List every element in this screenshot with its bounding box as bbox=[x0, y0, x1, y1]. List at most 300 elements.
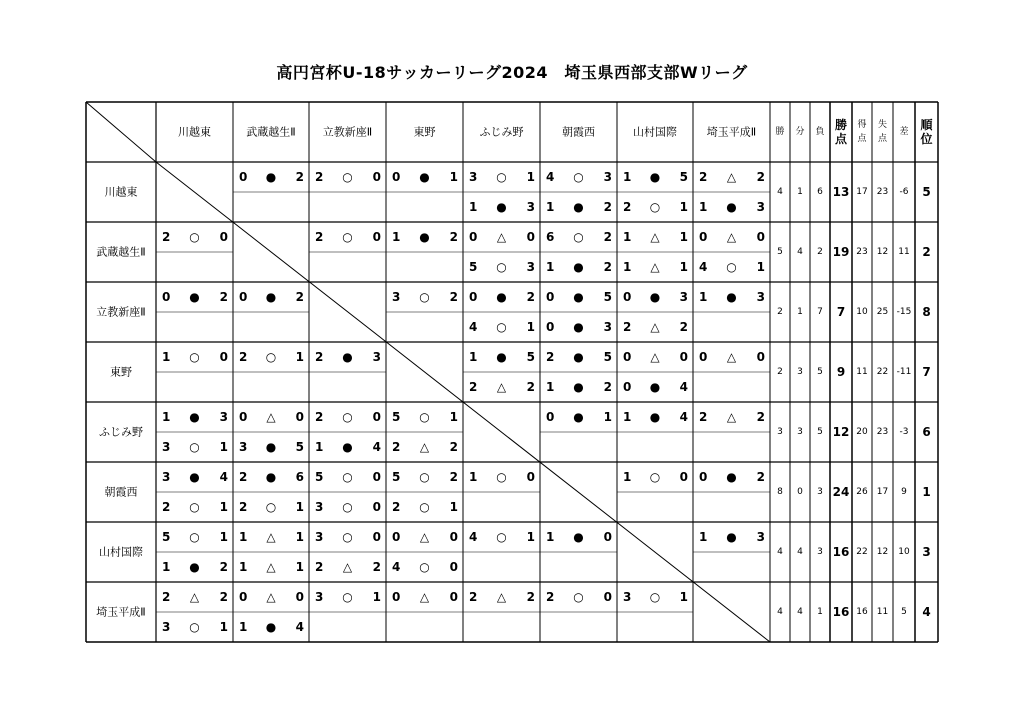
score-away: 1 bbox=[526, 320, 535, 334]
score-away: 2 bbox=[449, 290, 458, 304]
standing-value: 5 bbox=[817, 367, 823, 377]
standing-value: 3 bbox=[797, 367, 803, 377]
score-home: 2 bbox=[315, 170, 324, 184]
result-symbol: △ bbox=[650, 350, 660, 364]
score-away: 2 bbox=[603, 200, 612, 214]
score-away: 1 bbox=[449, 170, 458, 184]
score-home: 1 bbox=[162, 560, 171, 574]
result-symbol: △ bbox=[496, 590, 507, 604]
score-home: 1 bbox=[546, 530, 555, 544]
score-away: 1 bbox=[526, 170, 535, 184]
score-home: 0 bbox=[699, 230, 708, 244]
standing-rank: 4 bbox=[922, 605, 931, 619]
score-home: 5 bbox=[162, 530, 171, 544]
result-symbol: ○ bbox=[649, 590, 661, 604]
result-symbol: ○ bbox=[342, 410, 353, 424]
row-header-team: 埼玉平成Ⅱ bbox=[96, 605, 146, 619]
result-symbol: ● bbox=[189, 560, 200, 574]
score-home: 0 bbox=[239, 170, 248, 184]
score-away: 1 bbox=[295, 500, 304, 514]
score-away: 0 bbox=[295, 590, 304, 604]
score-away: 1 bbox=[679, 200, 688, 214]
score-home: 4 bbox=[392, 560, 401, 574]
score-away: 2 bbox=[449, 470, 458, 484]
stat-header: 失 bbox=[877, 120, 888, 130]
result-symbol: ○ bbox=[496, 260, 507, 274]
standing-value: 1 bbox=[797, 187, 803, 197]
standing-value: 1 bbox=[817, 607, 823, 617]
standing-goals-for: 22 bbox=[856, 547, 868, 557]
row-header-team: 朝霞西 bbox=[104, 485, 138, 499]
result-symbol: △ bbox=[726, 410, 737, 424]
score-home: 1 bbox=[699, 290, 708, 304]
score-away: 0 bbox=[603, 590, 612, 604]
score-away: 0 bbox=[372, 530, 381, 544]
score-away: 3 bbox=[603, 320, 612, 334]
result-symbol: ○ bbox=[189, 500, 200, 514]
result-symbol: ○ bbox=[189, 530, 200, 544]
score-away: 1 bbox=[603, 410, 612, 424]
result-symbol: ● bbox=[342, 350, 353, 364]
standing-rank: 7 bbox=[922, 365, 931, 379]
score-away: 3 bbox=[372, 350, 381, 364]
standing-value: 3 bbox=[817, 487, 823, 497]
stat-header: 得 bbox=[857, 120, 867, 130]
result-symbol: ○ bbox=[419, 470, 430, 484]
standing-goals-against: 23 bbox=[876, 187, 889, 197]
score-home: 0 bbox=[392, 170, 401, 184]
score-home: 1 bbox=[699, 200, 708, 214]
score-away: 5 bbox=[603, 350, 612, 364]
standing-points: 13 bbox=[832, 185, 850, 199]
result-symbol: △ bbox=[726, 230, 737, 244]
score-home: 4 bbox=[469, 320, 478, 334]
result-symbol: ● bbox=[265, 290, 277, 304]
result-symbol: ○ bbox=[189, 440, 200, 454]
score-home: 0 bbox=[546, 320, 555, 334]
standing-points: 12 bbox=[832, 425, 850, 439]
score-home: 1 bbox=[239, 560, 248, 574]
standing-rank: 8 bbox=[922, 305, 931, 319]
stat-header: 負 bbox=[815, 127, 825, 137]
score-away: 0 bbox=[526, 230, 535, 244]
score-away: 0 bbox=[372, 470, 381, 484]
result-symbol: △ bbox=[496, 230, 507, 244]
score-away: 1 bbox=[449, 500, 458, 514]
score-home: 4 bbox=[546, 170, 555, 184]
score-home: 3 bbox=[162, 470, 171, 484]
score-home: 4 bbox=[469, 530, 478, 544]
standing-goals-against: 22 bbox=[876, 367, 889, 377]
result-symbol: ● bbox=[265, 620, 277, 634]
result-symbol: ○ bbox=[573, 590, 584, 604]
score-away: 3 bbox=[756, 530, 765, 544]
column-header-team: ふじみ野 bbox=[479, 125, 524, 139]
result-symbol: ○ bbox=[649, 200, 661, 214]
stat-header: 点 bbox=[877, 134, 888, 144]
result-symbol: △ bbox=[496, 380, 507, 394]
result-symbol: ○ bbox=[573, 170, 584, 184]
score-away: 1 bbox=[219, 530, 228, 544]
score-away: 3 bbox=[679, 290, 688, 304]
result-symbol: ● bbox=[265, 170, 277, 184]
score-home: 0 bbox=[623, 350, 632, 364]
result-symbol: ○ bbox=[496, 470, 507, 484]
result-symbol: ○ bbox=[496, 170, 507, 184]
result-symbol: ○ bbox=[189, 230, 200, 244]
stat-header: 順 bbox=[920, 118, 933, 132]
standing-value: 4 bbox=[797, 607, 803, 617]
score-away: 2 bbox=[449, 230, 458, 244]
score-away: 0 bbox=[449, 530, 458, 544]
score-home: 2 bbox=[315, 560, 324, 574]
result-symbol: ● bbox=[573, 320, 584, 334]
standing-value: 4 bbox=[777, 607, 783, 617]
column-header-team: 朝霞西 bbox=[562, 125, 595, 139]
result-symbol: ● bbox=[189, 290, 200, 304]
score-home: 2 bbox=[392, 440, 401, 454]
column-header-team: 川越東 bbox=[178, 125, 211, 139]
score-home: 0 bbox=[239, 410, 248, 424]
score-away: 2 bbox=[526, 590, 535, 604]
score-away: 0 bbox=[449, 560, 458, 574]
score-home: 2 bbox=[315, 350, 324, 364]
result-symbol: △ bbox=[419, 590, 430, 604]
score-home: 3 bbox=[315, 530, 324, 544]
score-away: 2 bbox=[219, 290, 228, 304]
score-home: 1 bbox=[469, 350, 478, 364]
result-symbol: ○ bbox=[342, 470, 353, 484]
result-symbol: ○ bbox=[419, 500, 430, 514]
row-header-team: ふじみ野 bbox=[99, 425, 143, 439]
score-away: 1 bbox=[679, 230, 688, 244]
score-home: 3 bbox=[315, 590, 324, 604]
score-away: 2 bbox=[219, 590, 228, 604]
score-away: 0 bbox=[372, 170, 381, 184]
score-away: 0 bbox=[756, 230, 765, 244]
score-away: 1 bbox=[219, 440, 228, 454]
standing-goals-for: 26 bbox=[856, 487, 868, 497]
score-home: 3 bbox=[239, 440, 248, 454]
score-home: 0 bbox=[392, 530, 401, 544]
row-header-team: 東野 bbox=[110, 365, 132, 379]
result-symbol: ○ bbox=[189, 350, 200, 364]
score-away: 2 bbox=[679, 320, 688, 334]
score-home: 2 bbox=[392, 500, 401, 514]
score-away: 0 bbox=[295, 410, 304, 424]
standing-value: 7 bbox=[817, 307, 823, 317]
page-title: 高円宮杯U-18サッカーリーグ2024 埼玉県西部支部Wリーグ bbox=[276, 63, 748, 82]
standing-value: 4 bbox=[777, 547, 783, 557]
result-symbol: ● bbox=[573, 290, 584, 304]
score-home: 2 bbox=[162, 500, 171, 514]
score-home: 3 bbox=[162, 620, 171, 634]
result-symbol: ● bbox=[419, 230, 430, 244]
score-away: 0 bbox=[526, 470, 535, 484]
result-symbol: △ bbox=[419, 530, 430, 544]
standing-points: 24 bbox=[832, 485, 850, 499]
result-symbol: ○ bbox=[265, 500, 277, 514]
score-home: 2 bbox=[469, 380, 478, 394]
standing-goals-for: 17 bbox=[856, 187, 868, 197]
score-away: 2 bbox=[219, 560, 228, 574]
score-home: 4 bbox=[699, 260, 708, 274]
score-away: 1 bbox=[219, 620, 228, 634]
result-symbol: ● bbox=[573, 260, 584, 274]
result-symbol: ● bbox=[726, 470, 737, 484]
score-away: 0 bbox=[219, 230, 228, 244]
score-away: 4 bbox=[219, 470, 228, 484]
score-home: 1 bbox=[239, 620, 248, 634]
standing-diff: 11 bbox=[898, 247, 910, 257]
stat-header: 点 bbox=[834, 132, 848, 146]
score-home: 0 bbox=[699, 350, 708, 364]
standing-value: 4 bbox=[797, 547, 803, 557]
result-symbol: △ bbox=[342, 560, 353, 574]
standing-value: 3 bbox=[777, 427, 783, 437]
result-symbol: ● bbox=[189, 470, 200, 484]
score-home: 2 bbox=[239, 470, 248, 484]
score-home: 0 bbox=[623, 290, 632, 304]
score-home: 3 bbox=[315, 500, 324, 514]
stat-header: 分 bbox=[795, 127, 805, 137]
score-home: 0 bbox=[623, 380, 632, 394]
result-symbol: △ bbox=[419, 440, 430, 454]
score-away: 0 bbox=[372, 230, 381, 244]
standing-value: 2 bbox=[777, 367, 783, 377]
score-home: 0 bbox=[546, 410, 555, 424]
standing-goals-against: 12 bbox=[876, 547, 889, 557]
score-home: 0 bbox=[469, 290, 478, 304]
score-home: 2 bbox=[546, 590, 555, 604]
result-symbol: ● bbox=[649, 170, 661, 184]
score-home: 1 bbox=[623, 470, 632, 484]
standing-rank: 5 bbox=[922, 185, 931, 199]
score-home: 2 bbox=[699, 410, 708, 424]
header-corner-diagonal bbox=[86, 102, 156, 162]
score-away: 5 bbox=[679, 170, 688, 184]
score-away: 0 bbox=[372, 500, 381, 514]
result-symbol: ○ bbox=[342, 590, 353, 604]
result-symbol: △ bbox=[266, 560, 276, 574]
score-away: 3 bbox=[526, 200, 535, 214]
score-home: 2 bbox=[699, 170, 708, 184]
standing-goals-against: 23 bbox=[876, 427, 889, 437]
score-away: 1 bbox=[449, 410, 458, 424]
result-symbol: ● bbox=[496, 200, 507, 214]
score-away: 3 bbox=[603, 170, 612, 184]
score-home: 5 bbox=[392, 470, 401, 484]
result-symbol: △ bbox=[650, 320, 660, 334]
score-away: 2 bbox=[603, 380, 612, 394]
standing-diff: -6 bbox=[899, 187, 909, 197]
score-home: 1 bbox=[546, 260, 555, 274]
score-home: 1 bbox=[623, 260, 632, 274]
result-symbol: ○ bbox=[342, 500, 353, 514]
standing-value: 3 bbox=[817, 547, 823, 557]
result-symbol: ● bbox=[726, 200, 737, 214]
result-symbol: ● bbox=[573, 380, 584, 394]
standing-goals-for: 20 bbox=[856, 427, 868, 437]
result-symbol: △ bbox=[189, 590, 200, 604]
stat-header: 差 bbox=[899, 127, 909, 137]
result-symbol: ● bbox=[265, 440, 277, 454]
score-away: 2 bbox=[295, 290, 304, 304]
result-symbol: ● bbox=[649, 410, 661, 424]
score-home: 0 bbox=[392, 590, 401, 604]
score-away: 3 bbox=[526, 260, 535, 274]
score-away: 4 bbox=[679, 410, 688, 424]
score-away: 5 bbox=[295, 440, 304, 454]
result-symbol: ○ bbox=[265, 350, 277, 364]
score-away: 0 bbox=[679, 470, 688, 484]
score-away: 5 bbox=[603, 290, 612, 304]
standing-goals-for: 10 bbox=[856, 307, 868, 317]
score-home: 2 bbox=[239, 500, 248, 514]
score-away: 2 bbox=[756, 170, 765, 184]
score-home: 6 bbox=[546, 230, 555, 244]
score-away: 1 bbox=[526, 530, 535, 544]
standing-goals-against: 25 bbox=[876, 307, 889, 317]
score-away: 1 bbox=[679, 590, 688, 604]
result-symbol: ● bbox=[573, 350, 584, 364]
standing-value: 3 bbox=[797, 427, 803, 437]
score-home: 5 bbox=[315, 470, 324, 484]
standing-rank: 6 bbox=[922, 425, 931, 439]
result-symbol: ● bbox=[342, 440, 353, 454]
score-home: 0 bbox=[162, 290, 171, 304]
stat-header: 勝 bbox=[775, 127, 785, 137]
result-symbol: ● bbox=[649, 290, 661, 304]
score-home: 1 bbox=[239, 530, 248, 544]
row-header-team: 立教新座Ⅱ bbox=[96, 305, 146, 319]
score-home: 2 bbox=[469, 590, 478, 604]
result-symbol: ○ bbox=[573, 230, 584, 244]
result-symbol: ○ bbox=[419, 560, 430, 574]
result-symbol: ● bbox=[726, 530, 737, 544]
result-symbol: △ bbox=[266, 530, 276, 544]
standing-value: 1 bbox=[797, 307, 803, 317]
result-symbol: ○ bbox=[726, 260, 737, 274]
score-away: 1 bbox=[679, 260, 688, 274]
score-away: 1 bbox=[756, 260, 765, 274]
result-symbol: ● bbox=[573, 410, 584, 424]
result-symbol: △ bbox=[266, 410, 276, 424]
stat-header: 勝 bbox=[834, 118, 848, 132]
standing-value: 4 bbox=[777, 187, 783, 197]
standing-goals-against: 12 bbox=[876, 247, 889, 257]
score-home: 1 bbox=[469, 200, 478, 214]
standing-diff: 9 bbox=[901, 487, 907, 497]
score-home: 0 bbox=[699, 470, 708, 484]
result-symbol: ○ bbox=[419, 410, 430, 424]
score-home: 3 bbox=[623, 590, 632, 604]
standing-goals-against: 11 bbox=[876, 607, 889, 617]
score-home: 2 bbox=[623, 200, 632, 214]
standing-value: 5 bbox=[817, 427, 823, 437]
standing-value: 0 bbox=[797, 487, 803, 497]
score-away: 5 bbox=[526, 350, 535, 364]
score-home: 5 bbox=[469, 260, 478, 274]
score-away: 0 bbox=[756, 350, 765, 364]
standing-goals-for: 11 bbox=[856, 367, 868, 377]
standing-rank: 3 bbox=[922, 545, 931, 559]
score-home: 1 bbox=[469, 470, 478, 484]
standing-goals-for: 16 bbox=[856, 607, 868, 617]
result-symbol: △ bbox=[650, 260, 660, 274]
score-home: 3 bbox=[162, 440, 171, 454]
result-symbol: ○ bbox=[342, 170, 353, 184]
column-header-team: 武蔵越生Ⅱ bbox=[246, 125, 296, 139]
score-away: 3 bbox=[219, 410, 228, 424]
standing-diff: -15 bbox=[896, 307, 912, 317]
score-away: 2 bbox=[526, 380, 535, 394]
result-symbol: △ bbox=[266, 590, 276, 604]
standing-diff: -11 bbox=[896, 367, 912, 377]
standing-goals-against: 17 bbox=[876, 487, 889, 497]
score-away: 1 bbox=[295, 560, 304, 574]
standing-diff: 10 bbox=[898, 547, 910, 557]
score-home: 0 bbox=[469, 230, 478, 244]
standing-points: 16 bbox=[832, 545, 850, 559]
score-away: 0 bbox=[603, 530, 612, 544]
score-home: 3 bbox=[392, 290, 401, 304]
stat-header: 位 bbox=[920, 132, 933, 146]
standing-points: 7 bbox=[836, 305, 846, 319]
column-header-team: 山村国際 bbox=[633, 125, 677, 139]
standing-value: 2 bbox=[777, 307, 783, 317]
score-away: 0 bbox=[219, 350, 228, 364]
score-home: 2 bbox=[162, 590, 171, 604]
standing-points: 19 bbox=[832, 245, 850, 259]
row-header-team: 山村国際 bbox=[99, 545, 143, 559]
score-home: 2 bbox=[162, 230, 171, 244]
score-away: 2 bbox=[449, 440, 458, 454]
standing-rank: 1 bbox=[922, 485, 931, 499]
score-home: 0 bbox=[546, 290, 555, 304]
score-away: 1 bbox=[295, 530, 304, 544]
score-away: 2 bbox=[372, 560, 381, 574]
score-away: 2 bbox=[526, 290, 535, 304]
score-away: 0 bbox=[372, 410, 381, 424]
score-home: 5 bbox=[392, 410, 401, 424]
score-home: 1 bbox=[162, 410, 171, 424]
score-home: 1 bbox=[699, 530, 708, 544]
result-symbol: ○ bbox=[419, 290, 430, 304]
score-home: 2 bbox=[546, 350, 555, 364]
standing-points: 16 bbox=[832, 605, 850, 619]
score-away: 2 bbox=[603, 260, 612, 274]
result-symbol: △ bbox=[726, 170, 737, 184]
result-symbol: ● bbox=[496, 350, 507, 364]
result-symbol: ● bbox=[265, 470, 277, 484]
result-symbol: ● bbox=[726, 290, 737, 304]
score-away: 0 bbox=[679, 350, 688, 364]
score-away: 2 bbox=[756, 470, 765, 484]
score-home: 3 bbox=[469, 170, 478, 184]
standing-value: 2 bbox=[817, 247, 823, 257]
result-symbol: ● bbox=[649, 380, 661, 394]
result-symbol: ○ bbox=[342, 530, 353, 544]
column-header-team: 埼玉平成Ⅱ bbox=[706, 125, 757, 139]
score-away: 2 bbox=[603, 230, 612, 244]
score-home: 0 bbox=[239, 590, 248, 604]
score-home: 1 bbox=[546, 380, 555, 394]
score-away: 3 bbox=[756, 200, 765, 214]
score-away: 4 bbox=[372, 440, 381, 454]
standing-value: 6 bbox=[817, 187, 823, 197]
standing-value: 8 bbox=[777, 487, 783, 497]
